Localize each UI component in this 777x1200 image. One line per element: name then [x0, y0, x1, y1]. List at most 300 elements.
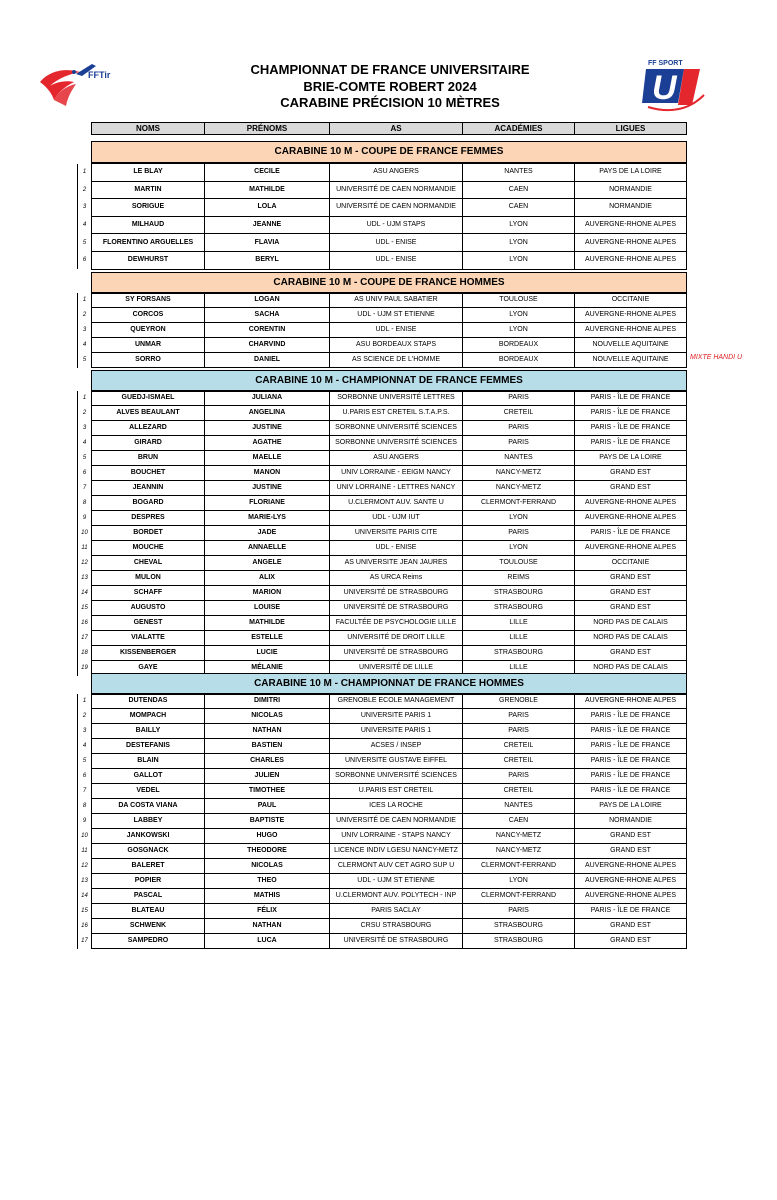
- table-row: [78, 601, 687, 616]
- row-number: 19: [78, 661, 92, 676]
- cell-academie: PARIS: [463, 526, 575, 541]
- table-row: [78, 216, 687, 234]
- cell-ligue: AUVERGNE-RHONE ALPES: [575, 859, 687, 874]
- cell-as: UNIV LORRAINE - LETTRES NANCY: [330, 481, 463, 496]
- cell-prenom: NATHAN: [205, 724, 330, 739]
- row-number: 6: [78, 466, 92, 481]
- row-number: 10: [78, 829, 92, 844]
- cell-ligue: PARIS - ÎLE DE FRANCE: [575, 436, 687, 451]
- cell-nom: BLATEAU: [92, 904, 205, 919]
- row-number: 5: [78, 754, 92, 769]
- cell-prenom: BERYL: [205, 251, 330, 269]
- row-number: 1: [78, 164, 92, 182]
- row-number: 9: [78, 814, 92, 829]
- cell-nom: CHEVAL: [92, 556, 205, 571]
- row-number: 6: [78, 251, 92, 269]
- cell-as: LICENCE INDIV LGESU NANCY-METZ: [330, 844, 463, 859]
- cell-prenom: JUSTINE: [205, 421, 330, 436]
- table-row: [78, 799, 687, 814]
- table-row: [78, 724, 687, 739]
- cell-ligue: AUVERGNE-RHONE ALPES: [575, 308, 687, 323]
- cell-academie: PARIS: [463, 709, 575, 724]
- cell-as: UNIVERSITE PARIS CITE: [330, 526, 463, 541]
- section-table: [77, 163, 687, 270]
- cell-prenom: NICOLAS: [205, 859, 330, 874]
- cell-ligue: PARIS - ÎLE DE FRANCE: [575, 406, 687, 421]
- row-number: 8: [78, 496, 92, 511]
- cell-ligue: PARIS - ÎLE DE FRANCE: [575, 754, 687, 769]
- cell-as: AS UNIVERSITE JEAN JAURES: [330, 556, 463, 571]
- cell-ligue: AUVERGNE-RHONE ALPES: [575, 216, 687, 234]
- cell-nom: DESTEFANIS: [92, 739, 205, 754]
- cell-nom: BAILLY: [92, 724, 205, 739]
- cell-academie: NANTES: [463, 164, 575, 182]
- col-noms: NOMS: [92, 123, 205, 135]
- cell-nom: SCHWENK: [92, 919, 205, 934]
- cell-ligue: AUVERGNE-RHONE ALPES: [575, 323, 687, 338]
- row-number: 5: [78, 234, 92, 252]
- cell-prenom: ANGELINA: [205, 406, 330, 421]
- cell-academie: LYON: [463, 511, 575, 526]
- cell-as: UNIVERSITÉ DE STRASBOURG: [330, 586, 463, 601]
- cell-ligue: AUVERGNE-RHONE ALPES: [575, 496, 687, 511]
- table-row: [78, 556, 687, 571]
- cell-prenom: SACHA: [205, 308, 330, 323]
- cell-prenom: BASTIEN: [205, 739, 330, 754]
- cell-nom: BOGARD: [92, 496, 205, 511]
- table-row: [78, 338, 687, 353]
- cell-academie: CLERMONT-FERRAND: [463, 889, 575, 904]
- cell-as: UNIVERSITÉ DE CAEN NORMANDIE: [330, 181, 463, 199]
- cell-ligue: PAYS DE LA LOIRE: [575, 451, 687, 466]
- row-number: 9: [78, 511, 92, 526]
- table-row: [78, 323, 687, 338]
- cell-as: UNIVERSITE PARIS 1: [330, 724, 463, 739]
- cell-ligue: PARIS - ÎLE DE FRANCE: [575, 526, 687, 541]
- cell-ligue: PARIS - ÎLE DE FRANCE: [575, 391, 687, 406]
- cell-prenom: LOGAN: [205, 293, 330, 308]
- cell-prenom: HUGO: [205, 829, 330, 844]
- cell-as: CRSU STRASBOURG: [330, 919, 463, 934]
- table-row: [78, 421, 687, 436]
- table-row: [78, 541, 687, 556]
- table-row: [78, 391, 687, 406]
- cell-as: U.PARIS EST CRETEIL S.T.A.P.S.: [330, 406, 463, 421]
- cell-as: UNIVERSITÉ DE STRASBOURG: [330, 934, 463, 949]
- cell-academie: STRASBOURG: [463, 601, 575, 616]
- cell-as: UNIVERSITÉ DE CAEN NORMANDIE: [330, 199, 463, 217]
- section-table: [77, 390, 687, 676]
- cell-nom: DESPRES: [92, 511, 205, 526]
- cell-academie: PARIS: [463, 421, 575, 436]
- cell-prenom: JADE: [205, 526, 330, 541]
- cell-as: UNIVERSITÉ DE STRASBOURG: [330, 601, 463, 616]
- cell-as: GRENOBLE ECOLE MANAGEMENT: [330, 694, 463, 709]
- table-row: [78, 754, 687, 769]
- row-number: 11: [78, 541, 92, 556]
- cell-as: UNIV LORRAINE - STAPS NANCY: [330, 829, 463, 844]
- table-row: [78, 904, 687, 919]
- row-number: 10: [78, 526, 92, 541]
- cell-prenom: CORENTIN: [205, 323, 330, 338]
- cell-ligue: PARIS - ÎLE DE FRANCE: [575, 784, 687, 799]
- fftir-logo: [36, 56, 111, 114]
- cell-prenom: DANIEL: [205, 353, 330, 368]
- cell-academie: STRASBOURG: [463, 646, 575, 661]
- ffsport-logo-text: FF SPORT: [648, 60, 683, 67]
- cell-academie: LYON: [463, 234, 575, 252]
- cell-ligue: NORD PAS DE CALAIS: [575, 661, 687, 676]
- cell-as: UNIVERSITÉ DE LILLE: [330, 661, 463, 676]
- row-number: 3: [78, 724, 92, 739]
- table-row: [78, 251, 687, 269]
- row-number: 12: [78, 556, 92, 571]
- cell-academie: BORDEAUX: [463, 338, 575, 353]
- ffsport-u-logo: [638, 55, 708, 113]
- cell-nom: BALERET: [92, 859, 205, 874]
- table-row: [78, 709, 687, 724]
- cell-academie: TOULOUSE: [463, 293, 575, 308]
- cell-prenom: ANGELE: [205, 556, 330, 571]
- table-row: [78, 739, 687, 754]
- cell-academie: PARIS: [463, 769, 575, 784]
- cell-prenom: THEO: [205, 874, 330, 889]
- cell-ligue: PAYS DE LA LOIRE: [575, 799, 687, 814]
- cell-ligue: PARIS - ÎLE DE FRANCE: [575, 421, 687, 436]
- col-ligues: LIGUES: [575, 123, 687, 135]
- cell-as: PARIS SACLAY: [330, 904, 463, 919]
- table-row: [78, 694, 687, 709]
- cell-academie: CAEN: [463, 814, 575, 829]
- cell-academie: CAEN: [463, 181, 575, 199]
- cell-nom: ALLEZARD: [92, 421, 205, 436]
- cell-academie: LYON: [463, 251, 575, 269]
- row-number: 1: [78, 694, 92, 709]
- page-title: [160, 62, 620, 112]
- row-number: 2: [78, 181, 92, 199]
- row-number: 2: [78, 308, 92, 323]
- row-number: 6: [78, 769, 92, 784]
- cell-nom: GUEDJ-ISMAEL: [92, 391, 205, 406]
- row-number: 17: [78, 631, 92, 646]
- table-row: [78, 586, 687, 601]
- cell-nom: LABBEY: [92, 814, 205, 829]
- cell-ligue: NORMANDIE: [575, 199, 687, 217]
- cell-nom: SCHAFF: [92, 586, 205, 601]
- cell-ligue: AUVERGNE-RHONE ALPES: [575, 874, 687, 889]
- cell-as: AS UNIV PAUL SABATIER: [330, 293, 463, 308]
- cell-prenom: FÉLIX: [205, 904, 330, 919]
- table-row: [78, 181, 687, 199]
- cell-ligue: OCCITANIE: [575, 293, 687, 308]
- table-row: [78, 199, 687, 217]
- row-number: 4: [78, 338, 92, 353]
- row-number: 3: [78, 199, 92, 217]
- cell-as: UNIVERSITÉ DE STRASBOURG: [330, 646, 463, 661]
- cell-academie: LYON: [463, 541, 575, 556]
- row-note: MIXTE HANDI U: [690, 354, 743, 362]
- cell-as: FACULTÉE DE PSYCHOLOGIE LILLE: [330, 616, 463, 631]
- cell-ligue: AUVERGNE-RHONE ALPES: [575, 511, 687, 526]
- cell-nom: JANKOWSKI: [92, 829, 205, 844]
- col-prenoms: PRÉNOMS: [205, 123, 330, 135]
- cell-as: U.CLERMONT AUV. POLYTECH - INP: [330, 889, 463, 904]
- col-as: AS: [330, 123, 463, 135]
- row-number: 8: [78, 799, 92, 814]
- cell-as: UDL - UJM ST ETIENNE: [330, 308, 463, 323]
- cell-as: UNIVERSITÉ DE CAEN NORMANDIE: [330, 814, 463, 829]
- cell-nom: SORIGUE: [92, 199, 205, 217]
- cell-ligue: NORMANDIE: [575, 181, 687, 199]
- cell-as: ICES LA ROCHE: [330, 799, 463, 814]
- cell-nom: GAYE: [92, 661, 205, 676]
- cell-prenom: CHARLES: [205, 754, 330, 769]
- cell-ligue: PARIS - ÎLE DE FRANCE: [575, 739, 687, 754]
- col-academies: ACADÉMIES: [463, 123, 575, 135]
- cell-prenom: LOLA: [205, 199, 330, 217]
- cell-academie: LYON: [463, 323, 575, 338]
- cell-nom: VIALATTE: [92, 631, 205, 646]
- cell-nom: JEANNIN: [92, 481, 205, 496]
- cell-academie: LILLE: [463, 616, 575, 631]
- cell-academie: STRASBOURG: [463, 586, 575, 601]
- cell-academie: CRETEIL: [463, 784, 575, 799]
- cell-academie: LYON: [463, 874, 575, 889]
- row-number: 15: [78, 601, 92, 616]
- cell-nom: GOSGNACK: [92, 844, 205, 859]
- cell-as: ASU ANGERS: [330, 451, 463, 466]
- cell-academie: NANCY-METZ: [463, 829, 575, 844]
- row-number: 3: [78, 323, 92, 338]
- cell-nom: MULON: [92, 571, 205, 586]
- cell-prenom: MÉLANIE: [205, 661, 330, 676]
- table-row: [78, 526, 687, 541]
- cell-academie: CLERMONT-FERRAND: [463, 859, 575, 874]
- cell-as: ASU ANGERS: [330, 164, 463, 182]
- cell-nom: DA COSTA VIANA: [92, 799, 205, 814]
- cell-prenom: ALIX: [205, 571, 330, 586]
- section-title: CARABINE 10 M - CHAMPIONNAT DE FRANCE HOMMES: [91, 673, 687, 695]
- cell-prenom: LUCIE: [205, 646, 330, 661]
- cell-academie: PARIS: [463, 904, 575, 919]
- cell-ligue: AUVERGNE-RHONE ALPES: [575, 251, 687, 269]
- cell-ligue: AUVERGNE-RHONE ALPES: [575, 694, 687, 709]
- row-number: 15: [78, 904, 92, 919]
- cell-nom: SAMPEDRO: [92, 934, 205, 949]
- cell-ligue: GRAND EST: [575, 934, 687, 949]
- row-number: 4: [78, 436, 92, 451]
- cell-prenom: MAELLE: [205, 451, 330, 466]
- cell-academie: NANTES: [463, 451, 575, 466]
- cell-academie: PARIS: [463, 391, 575, 406]
- cell-as: AS URCA Reims: [330, 571, 463, 586]
- cell-prenom: MATHIS: [205, 889, 330, 904]
- cell-prenom: LUCA: [205, 934, 330, 949]
- table-row: [78, 859, 687, 874]
- cell-as: U.PARIS EST CRETEIL: [330, 784, 463, 799]
- cell-academie: NANCY-METZ: [463, 844, 575, 859]
- cell-prenom: ANNAELLE: [205, 541, 330, 556]
- cell-prenom: AGATHE: [205, 436, 330, 451]
- row-number: 18: [78, 646, 92, 661]
- cell-academie: BORDEAUX: [463, 353, 575, 368]
- table-row: [78, 406, 687, 421]
- ffsport-logo-letter: U: [652, 69, 677, 107]
- cell-academie: STRASBOURG: [463, 919, 575, 934]
- cell-as: UDL - ENISE: [330, 541, 463, 556]
- cell-nom: GIRARD: [92, 436, 205, 451]
- row-number: 13: [78, 571, 92, 586]
- cell-as: UNIVERSITE GUSTAVE EIFFEL: [330, 754, 463, 769]
- table-row: [78, 451, 687, 466]
- table-row: [78, 234, 687, 252]
- table-row: [78, 769, 687, 784]
- row-number: 7: [78, 481, 92, 496]
- table-row: [78, 616, 687, 631]
- row-number: 13: [78, 874, 92, 889]
- cell-prenom: PAUL: [205, 799, 330, 814]
- cell-as: UDL - ENISE: [330, 323, 463, 338]
- cell-academie: PARIS: [463, 724, 575, 739]
- cell-prenom: JULIANA: [205, 391, 330, 406]
- cell-ligue: PAYS DE LA LOIRE: [575, 164, 687, 182]
- cell-as: SORBONNE UNIVERSITÉ LETTRES: [330, 391, 463, 406]
- cell-ligue: PARIS - ÎLE DE FRANCE: [575, 904, 687, 919]
- row-number: 4: [78, 216, 92, 234]
- cell-nom: FLORENTINO ARGUELLES: [92, 234, 205, 252]
- cell-ligue: GRAND EST: [575, 601, 687, 616]
- cell-ligue: GRAND EST: [575, 919, 687, 934]
- cell-as: SORBONNE UNIVERSITÉ SCIENCES: [330, 421, 463, 436]
- cell-prenom: JEANNE: [205, 216, 330, 234]
- row-number: 14: [78, 586, 92, 601]
- cell-prenom: JULIEN: [205, 769, 330, 784]
- row-number: 2: [78, 709, 92, 724]
- row-number: 12: [78, 859, 92, 874]
- cell-ligue: PARIS - ÎLE DE FRANCE: [575, 709, 687, 724]
- cell-nom: KISSENBERGER: [92, 646, 205, 661]
- cell-ligue: NOUVELLE AQUITAINE: [575, 353, 687, 368]
- cell-ligue: AUVERGNE-RHONE ALPES: [575, 541, 687, 556]
- table-row: [78, 919, 687, 934]
- section-table: [77, 292, 687, 368]
- cell-prenom: FLORIANE: [205, 496, 330, 511]
- cell-nom: SY FORSANS: [92, 293, 205, 308]
- cell-as: UDL - UJM IUT: [330, 511, 463, 526]
- cell-ligue: GRAND EST: [575, 646, 687, 661]
- cell-ligue: NORMANDIE: [575, 814, 687, 829]
- table-row: [78, 481, 687, 496]
- table-row: [78, 814, 687, 829]
- cell-ligue: GRAND EST: [575, 481, 687, 496]
- cell-nom: VEDEL: [92, 784, 205, 799]
- cell-prenom: DIMITRI: [205, 694, 330, 709]
- row-number: 7: [78, 784, 92, 799]
- cell-academie: NANTES: [463, 799, 575, 814]
- row-number: 2: [78, 406, 92, 421]
- cell-as: UDL - ENISE: [330, 234, 463, 252]
- cell-nom: CORCOS: [92, 308, 205, 323]
- table-row: [78, 466, 687, 481]
- table-row: [78, 889, 687, 904]
- row-number: 4: [78, 739, 92, 754]
- title-line-1: CHAMPIONNAT DE FRANCE UNIVERSITAIRE: [250, 62, 530, 77]
- cell-ligue: AUVERGNE-RHONE ALPES: [575, 889, 687, 904]
- cell-prenom: MATHILDE: [205, 616, 330, 631]
- row-number: 14: [78, 889, 92, 904]
- table-row: [78, 353, 687, 368]
- cell-as: U.CLERMONT AUV. SANTE U: [330, 496, 463, 511]
- title-line-3: CARABINE PRÉCISION 10 MÈTRES: [280, 95, 500, 110]
- row-number: 3: [78, 421, 92, 436]
- table-row: [78, 293, 687, 308]
- cell-as: UNIV LORRAINE - EEIGM NANCY: [330, 466, 463, 481]
- row-number: 16: [78, 616, 92, 631]
- cell-prenom: MARION: [205, 586, 330, 601]
- cell-as: UDL - ENISE: [330, 251, 463, 269]
- cell-academie: CRETEIL: [463, 739, 575, 754]
- cell-as: SORBONNE UNIVERSITÉ SCIENCES: [330, 769, 463, 784]
- cell-prenom: NATHAN: [205, 919, 330, 934]
- cell-as: ASU BORDEAUX STAPS: [330, 338, 463, 353]
- cell-as: CLERMONT AUV CET AGRO SUP U: [330, 859, 463, 874]
- cell-ligue: OCCITANIE: [575, 556, 687, 571]
- fftir-logo-text: FFTir: [88, 70, 111, 80]
- cell-nom: PASCAL: [92, 889, 205, 904]
- cell-nom: SORRO: [92, 353, 205, 368]
- cell-academie: CRETEIL: [463, 754, 575, 769]
- cell-nom: QUEYRON: [92, 323, 205, 338]
- cell-prenom: LOUISE: [205, 601, 330, 616]
- cell-prenom: JUSTINE: [205, 481, 330, 496]
- cell-prenom: FLAVIA: [205, 234, 330, 252]
- table-row: [78, 164, 687, 182]
- cell-nom: MOUCHE: [92, 541, 205, 556]
- cell-ligue: NOUVELLE AQUITAINE: [575, 338, 687, 353]
- cell-ligue: GRAND EST: [575, 571, 687, 586]
- cell-prenom: MATHILDE: [205, 181, 330, 199]
- cell-as: SORBONNE UNIVERSITÉ SCIENCES: [330, 436, 463, 451]
- table-row: [78, 844, 687, 859]
- row-number: 5: [78, 353, 92, 368]
- cell-nom: MOMPACH: [92, 709, 205, 724]
- cell-academie: CLERMONT-FERRAND: [463, 496, 575, 511]
- cell-prenom: TIMOTHEE: [205, 784, 330, 799]
- table-row: [78, 571, 687, 586]
- table-row: [78, 308, 687, 323]
- cell-academie: NANCY-METZ: [463, 481, 575, 496]
- cell-prenom: CHARVIND: [205, 338, 330, 353]
- row-number: 11: [78, 844, 92, 859]
- table-row: [78, 784, 687, 799]
- title-line-2: BRIE-COMTE ROBERT 2024: [303, 78, 477, 94]
- section-title: CARABINE 10 M - COUPE DE FRANCE HOMMES: [91, 272, 687, 294]
- cell-nom: BORDET: [92, 526, 205, 541]
- cell-academie: LYON: [463, 308, 575, 323]
- cell-academie: CRETEIL: [463, 406, 575, 421]
- cell-as: ACSES / INSEP: [330, 739, 463, 754]
- cell-nom: GENEST: [92, 616, 205, 631]
- cell-nom: UNMAR: [92, 338, 205, 353]
- cell-prenom: MANON: [205, 466, 330, 481]
- cell-ligue: AUVERGNE-RHONE ALPES: [575, 234, 687, 252]
- cell-prenom: CECILE: [205, 164, 330, 182]
- cell-as: AS SCIENCE DE L'HOMME: [330, 353, 463, 368]
- table-row: [78, 436, 687, 451]
- cell-nom: DEWHURST: [92, 251, 205, 269]
- cell-ligue: GRAND EST: [575, 586, 687, 601]
- cell-academie: STRASBOURG: [463, 934, 575, 949]
